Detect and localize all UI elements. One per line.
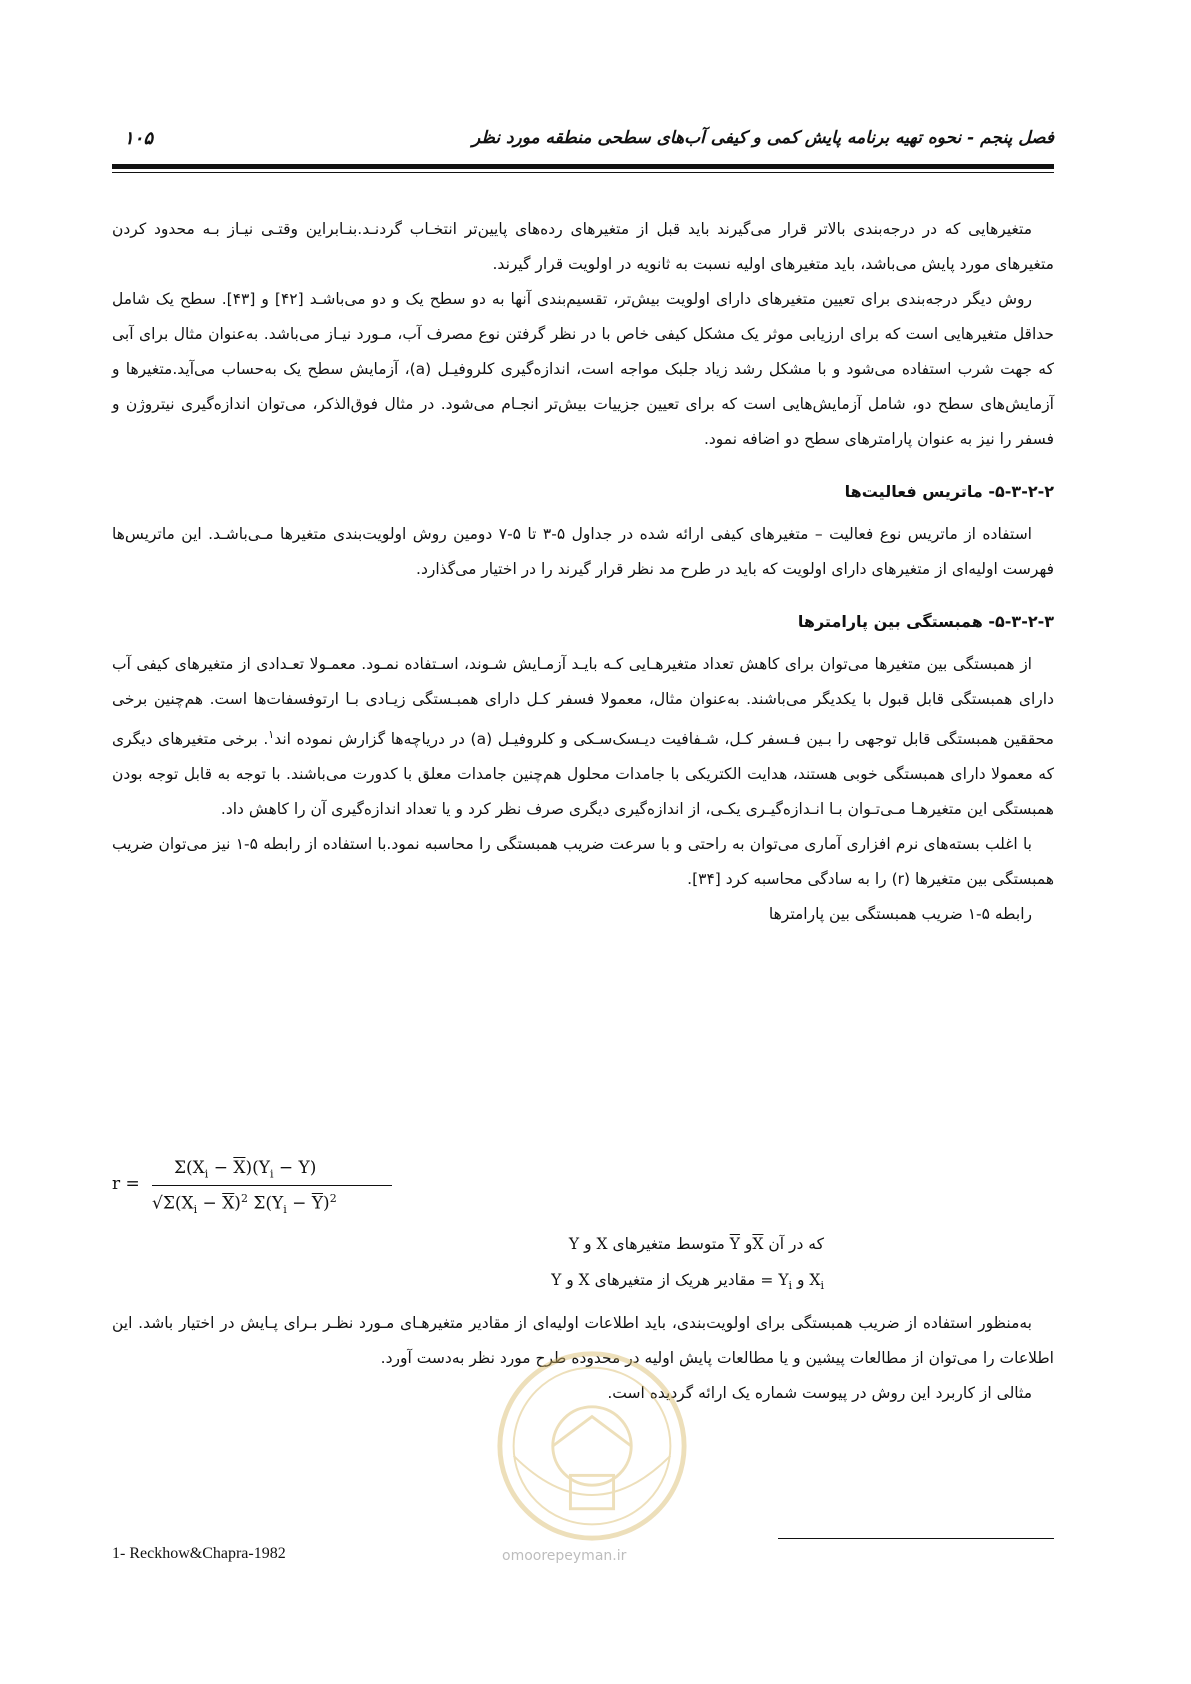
header-rule-thick [112,164,1054,169]
paragraph-1: متغیرهایی که در درجه‌بندی بالاتر قرار می‌گیرند باید قبل از متغیرهای رده‌های پایین‌تر انتخـاب گردنـد.بنـابراین وقتـی نیـاز بـه محدود کردن متغیرهای مورد پایش می‌باشد، باید متغیرهای اولیه نسبت به ثانویه در اولویت قرار گیرند. [112,220,1054,273]
footnote-marker[interactable]: ۱ [268,728,275,741]
page-number: ۱۰۵ [124,128,154,149]
correlation-formula [112,1152,412,1232]
paragraph-7: مثالی از کاربرد این روش در پیوست شماره یک ارائه گردیده است. [607,1384,1032,1402]
watermark-url: omoorepeyman.ir [502,1548,627,1564]
equation-caption: رابطه ۵-۱ ضریب همبستگی بین پارامترها [768,905,1032,924]
watermark-seal-icon [494,1348,690,1544]
footnote-text: 1- Reckhow&Chapra-1982 [112,1545,286,1562]
fraction-bar [152,1185,392,1186]
body-text [112,212,1054,932]
definition-means: که در آن $\overline{X}و$ $\overline{Y}$ متوسط متغیرهای X و Y [568,1235,824,1253]
formula-denominator: $√\Sigma(X_i - \overline{X})^2$ $\Sigma(Y_i - \overline{Y})^2$ [152,1192,337,1217]
formula-lhs: r = [112,1174,140,1194]
paragraph-4 [112,647,1054,827]
formula-numerator: $\Sigma(X_i - \overline{X})(Y_i - Y)$ [174,1158,317,1181]
paragraph-3: استفاده از ماتریس نوع فعالیت – متغیرهای کیفی ارائه شده در جداول ۵-۳ تا ۵-۷ دومین روش اولویت‌بندی متغیرها مـی‌باشـد. این ماتریس‌ها فهرست اولیه‌ای از متغیرهای دارای اولویت که باید در طرح مد نظر قرار گیرند را در اختیار می‌گذارد. [112,525,1054,578]
definition-values: $X_i$ و $Y_i$ = مقادیر هریک از متغیرهای X و Y [551,1271,824,1293]
section-heading-correlation: ۵-۳-۲-۳- همبستگی بین پارامترها [797,612,1054,631]
running-header [112,124,1054,160]
paragraph-2: روش دیگر درجه‌بندی برای تعیین متغیرهای دارای اولویت بیش‌تر، تقسیم‌بندی آنها به دو سطح یک و دو می‌باشـد [۴۲] و [۴۳]. سطح یک شامل حداقل متغیرهایی است که برای ارزیابی موثر یک مشکل کیفی خاص با در نظر گرفتن نوع مصرف آب، مـورد نیـاز می‌باشد. به‌عنوان مثال برای آبی که جهت شرب استفاده می‌شود و با مشکل رشد زیاد جلبک مواجه است، اندازه‌گیری کلروفیـل (a)، آزمایش سطح یک به‌حساب می‌آید.متغیرها و آزمایش‌های سطح دو، شامل آزمایش‌هایی است که برای تعیین جزییات بیش‌تر انجـام می‌شود. در مثال فوق‌الذکر، می‌توان اندازه‌گیری نیتروژن و فسفر را نیز به عنوان پارامترهای سطح دو اضافه نمود. [112,290,1054,448]
section-heading-activity-matrix: ۵-۳-۲-۲- ماتریس فعالیت‌ها [844,482,1054,501]
formula-definitions [112,1226,1054,1304]
chapter-title: فصل پنجم - نحوه تهیه برنامه پایش کمی و کیفی آب‌های سطحی منطقه مورد نظر [472,128,1054,148]
footnote-rule [778,1538,1054,1539]
paragraph-4-part-b: . برخی متغیرهای دیگری که معمولا دارای همبستگی خوبی هستند، هدایت الکتریکی با جامدات محلول هم‌چنین جامدات معلق با کدورت می‌باشند. با توجه به قابل توجه بودن همبستگی این متغیرهـا مـی‌تـوان بـا انـدازه‌گیـری یکـی، از اندازه‌گیری دیگری صرف نظر کرد و یا تعداد اندازه‌گیری آن را کاهش داد. [112,730,1054,819]
paragraph-5: با اغلب بسته‌های نرم افزاری آماری می‌توان به راحتی و با سرعت ضریب همبستگی را محاسبه نمود.با استفاده از رابطه ۵-۱ نیز می‌توان ضریب همبستگی بین متغیرها (r) را به سادگی محاسبه کرد [۳۴]. [112,835,1054,889]
paragraph-4-part-a: از همبستگی بین متغیرها می‌توان برای کاهش تعداد متغیرهـایی کـه بایـد آزمـایش شـوند، اسـتفاده نمـود. معمـولا تعـدادی از متغیرهای کیفی آب دارای همبستگی قابل قبول با یکدیگر می‌باشند. به‌عنوان مثال، معمولا فسفر کـل دارای همبـستگی زیـادی بـا ارتوفسفات‌ها است. هم‌چنین برخی محققین همبستگی قابل توجهی را بـین فـسفر کـل، شـفافیت دیـسک‌سـکی و کلروفیـل (a) در دریاچه‌ها گزارش نموده اند [112,655,1054,749]
paragraph-6: به‌منظور استفاده از ضریب همبستگی برای اولویت‌بندی، باید اطلاعات اولیه‌ای از مقادیر متغیرهـای مـورد نظـر بـرای پـایش در اختیار باشد. این اطلاعات را می‌توان از مطالعات پیشین و یا مطالعات پایش اولیه در محدوده طرح مورد نظر به‌دست آورد. [112,1314,1054,1367]
header-rule-thin [112,172,1054,173]
